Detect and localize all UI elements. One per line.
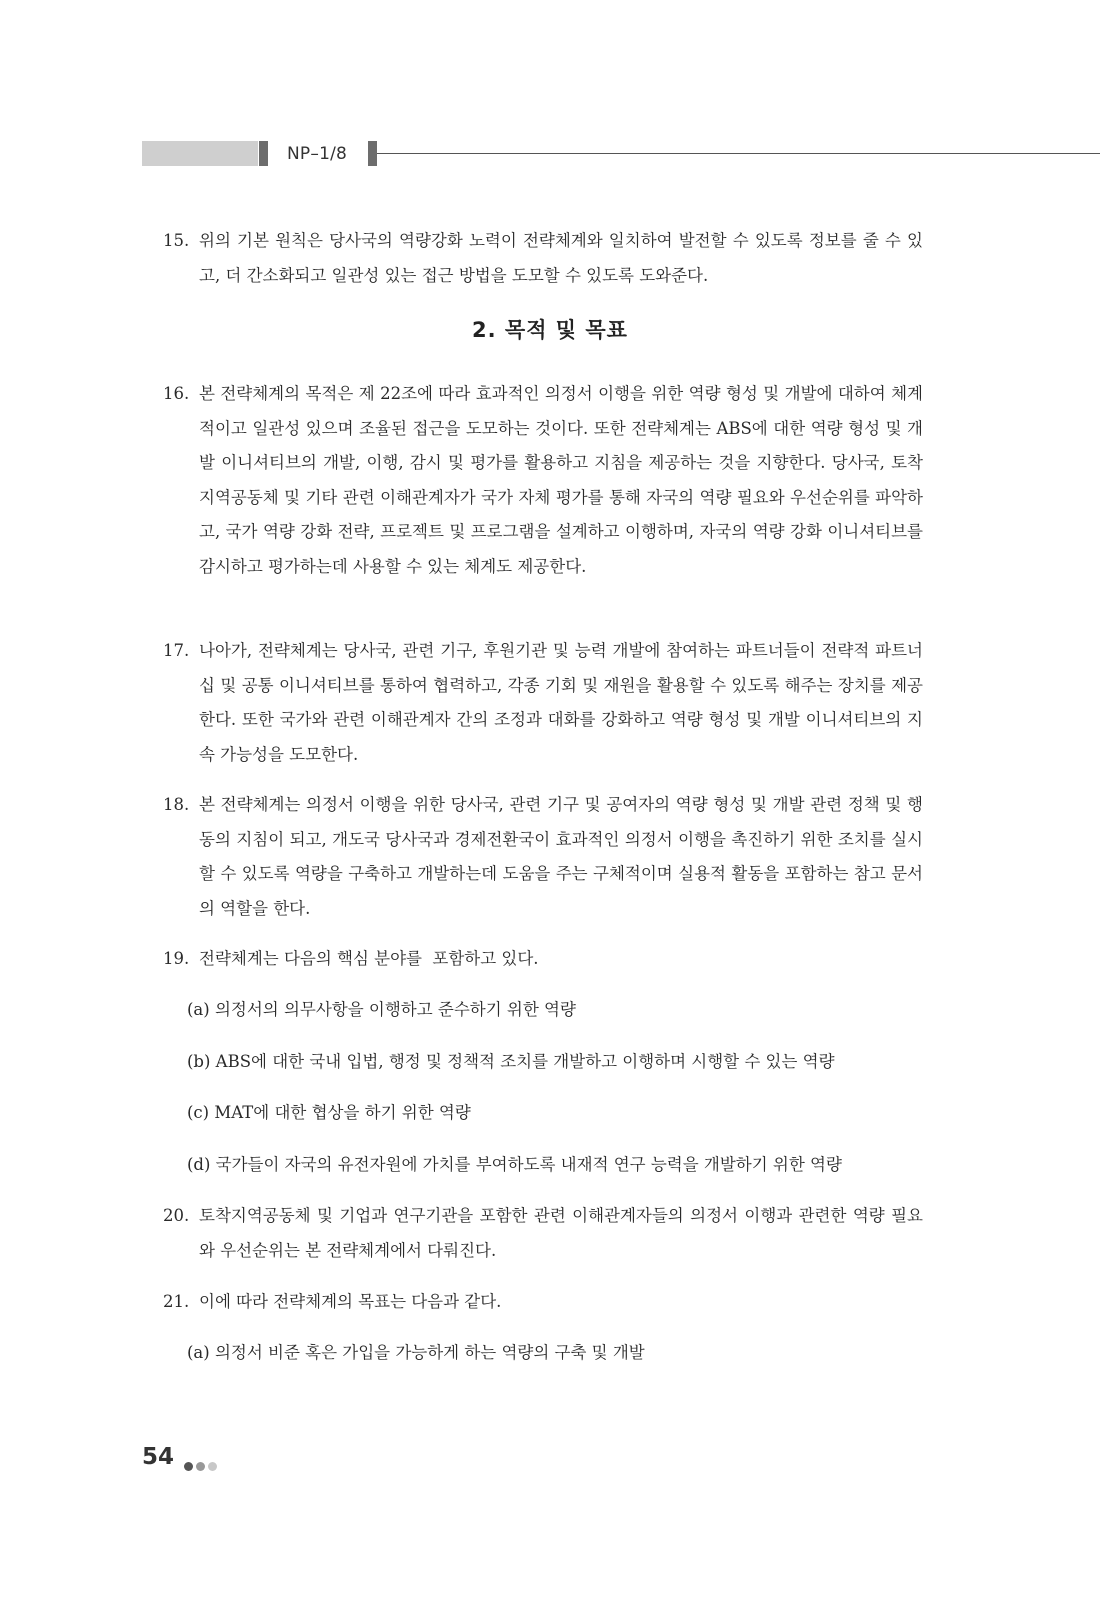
paragraph-number: 16. — [163, 384, 190, 403]
header-rule — [377, 153, 1100, 154]
document-code: NP–1/8 — [287, 144, 348, 164]
paragraph-19 — [163, 942, 923, 977]
paragraph-18 — [163, 788, 923, 926]
list-item: (a) 의정서의 의무사항을 이행하고 준수하기 위한 역량 — [187, 1000, 576, 1019]
page-number: 54 — [142, 1444, 175, 1470]
paragraph-20 — [163, 1199, 923, 1268]
list-item: (a) 의정서 비준 혹은 가입을 가능하게 하는 역량의 구축 및 개발 — [187, 1343, 645, 1362]
header-bar — [142, 141, 258, 166]
dot-icon — [208, 1462, 217, 1471]
header-marker — [368, 141, 377, 166]
paragraph-number: 18. — [163, 795, 190, 814]
paragraph-text: 토착지역공동체 및 기업과 연구기관을 포함한 관련 이해관계자들의 의정서 이행과 관련한 역량 필요와 우선순위는 본 전략체계에서 다뤄진다. — [199, 1206, 923, 1260]
list-item: (d) 국가들이 자국의 유전자원에 가치를 부여하도록 내재적 연구 능력을 개발하기 위한 역량 — [187, 1155, 842, 1174]
paragraph-number: 21. — [163, 1292, 190, 1311]
paragraph-text: 전략체계는 다음의 핵심 분야를 포함하고 있다. — [199, 949, 539, 968]
paragraph-text: 본 전략체계는 의정서 이행을 위한 당사국, 관련 기구 및 공여자의 역량 형성 및 개발 관련 정책 및 행동의 지침이 되고, 개도국 당사국과 경제전환국이 효과적인 의정서 이행을 촉진하기 위한 조치를 실시할 수 있도록 역량을 구축하고 개발하는데 도움을 주는 구체적이며 실용적 활동을 포함하는 참고 문서의 역할을 한다. — [199, 795, 923, 918]
section-title: 2. 목적 및 목표 — [472, 318, 628, 342]
list-item: (c) MAT에 대한 협상을 하기 위한 역량 — [187, 1103, 471, 1122]
paragraph-15 — [163, 224, 923, 293]
paragraph-text: 위의 기본 원칙은 당사국의 역량강화 노력이 전략체계와 일치하여 발전할 수 있도록 정보를 줄 수 있고, 더 간소화되고 일관성 있는 접근 방법을 도모할 수 있도록 도와준다. — [199, 231, 923, 285]
paragraph-21 — [163, 1285, 923, 1320]
header-marker — [259, 141, 268, 166]
paragraph-text: 본 전략체계의 목적은 제 22조에 따라 효과적인 의정서 이행을 위한 역량 형성 및 개발에 대하여 체계적이고 일관성 있으며 조율된 접근을 도모하는 것이다. 또한 전략체계는 ABS에 대한 역량 형성 및 개발 이니셔티브의 개발, 이행, 감시 및 평가를 활용하고 지침을 제공하는 것을 지향한다. 당사국, 토착 지역공동체 및 기타 관련 이해관계자가 국가 자체 평가를 통해 자국의 역량 필요와 우선순위를 파악하고, 국가 역량 강화 전략, 프로젝트 및 프로그램을 설계하고 이행하며, 자국의 역량 강화 이니셔티브를 감시하고 평가하는데 사용할 수 있는 체계도 제공한다. — [199, 384, 923, 576]
page-dots — [184, 1456, 220, 1475]
paragraph-number: 15. — [163, 231, 190, 250]
list-item: (b) ABS에 대한 국내 입법, 행정 및 정책적 조치를 개발하고 이행하며 시행할 수 있는 역량 — [187, 1052, 835, 1071]
paragraph-number: 19. — [163, 949, 190, 968]
paragraph-number: 17. — [163, 641, 190, 660]
paragraph-17 — [163, 634, 923, 772]
dot-icon — [196, 1462, 205, 1471]
paragraph-text: 이에 따라 전략체계의 목표는 다음과 같다. — [199, 1292, 502, 1311]
paragraph-text: 나아가, 전략체계는 당사국, 관련 기구, 후원기관 및 능력 개발에 참여하는 파트너들이 전략적 파트너십 및 공통 이니셔티브를 통하여 협력하고, 각종 기회 및 재원을 활용할 수 있도록 해주는 장치를 제공한다. 또한 국가와 관련 이해관계자 간의 조정과 대화를 강화하고 역량 형성 및 개발 이니셔티브의 지속 가능성을 도모한다. — [199, 641, 923, 764]
dot-icon — [184, 1462, 193, 1471]
paragraph-16 — [163, 377, 923, 584]
paragraph-number: 20. — [163, 1206, 190, 1225]
